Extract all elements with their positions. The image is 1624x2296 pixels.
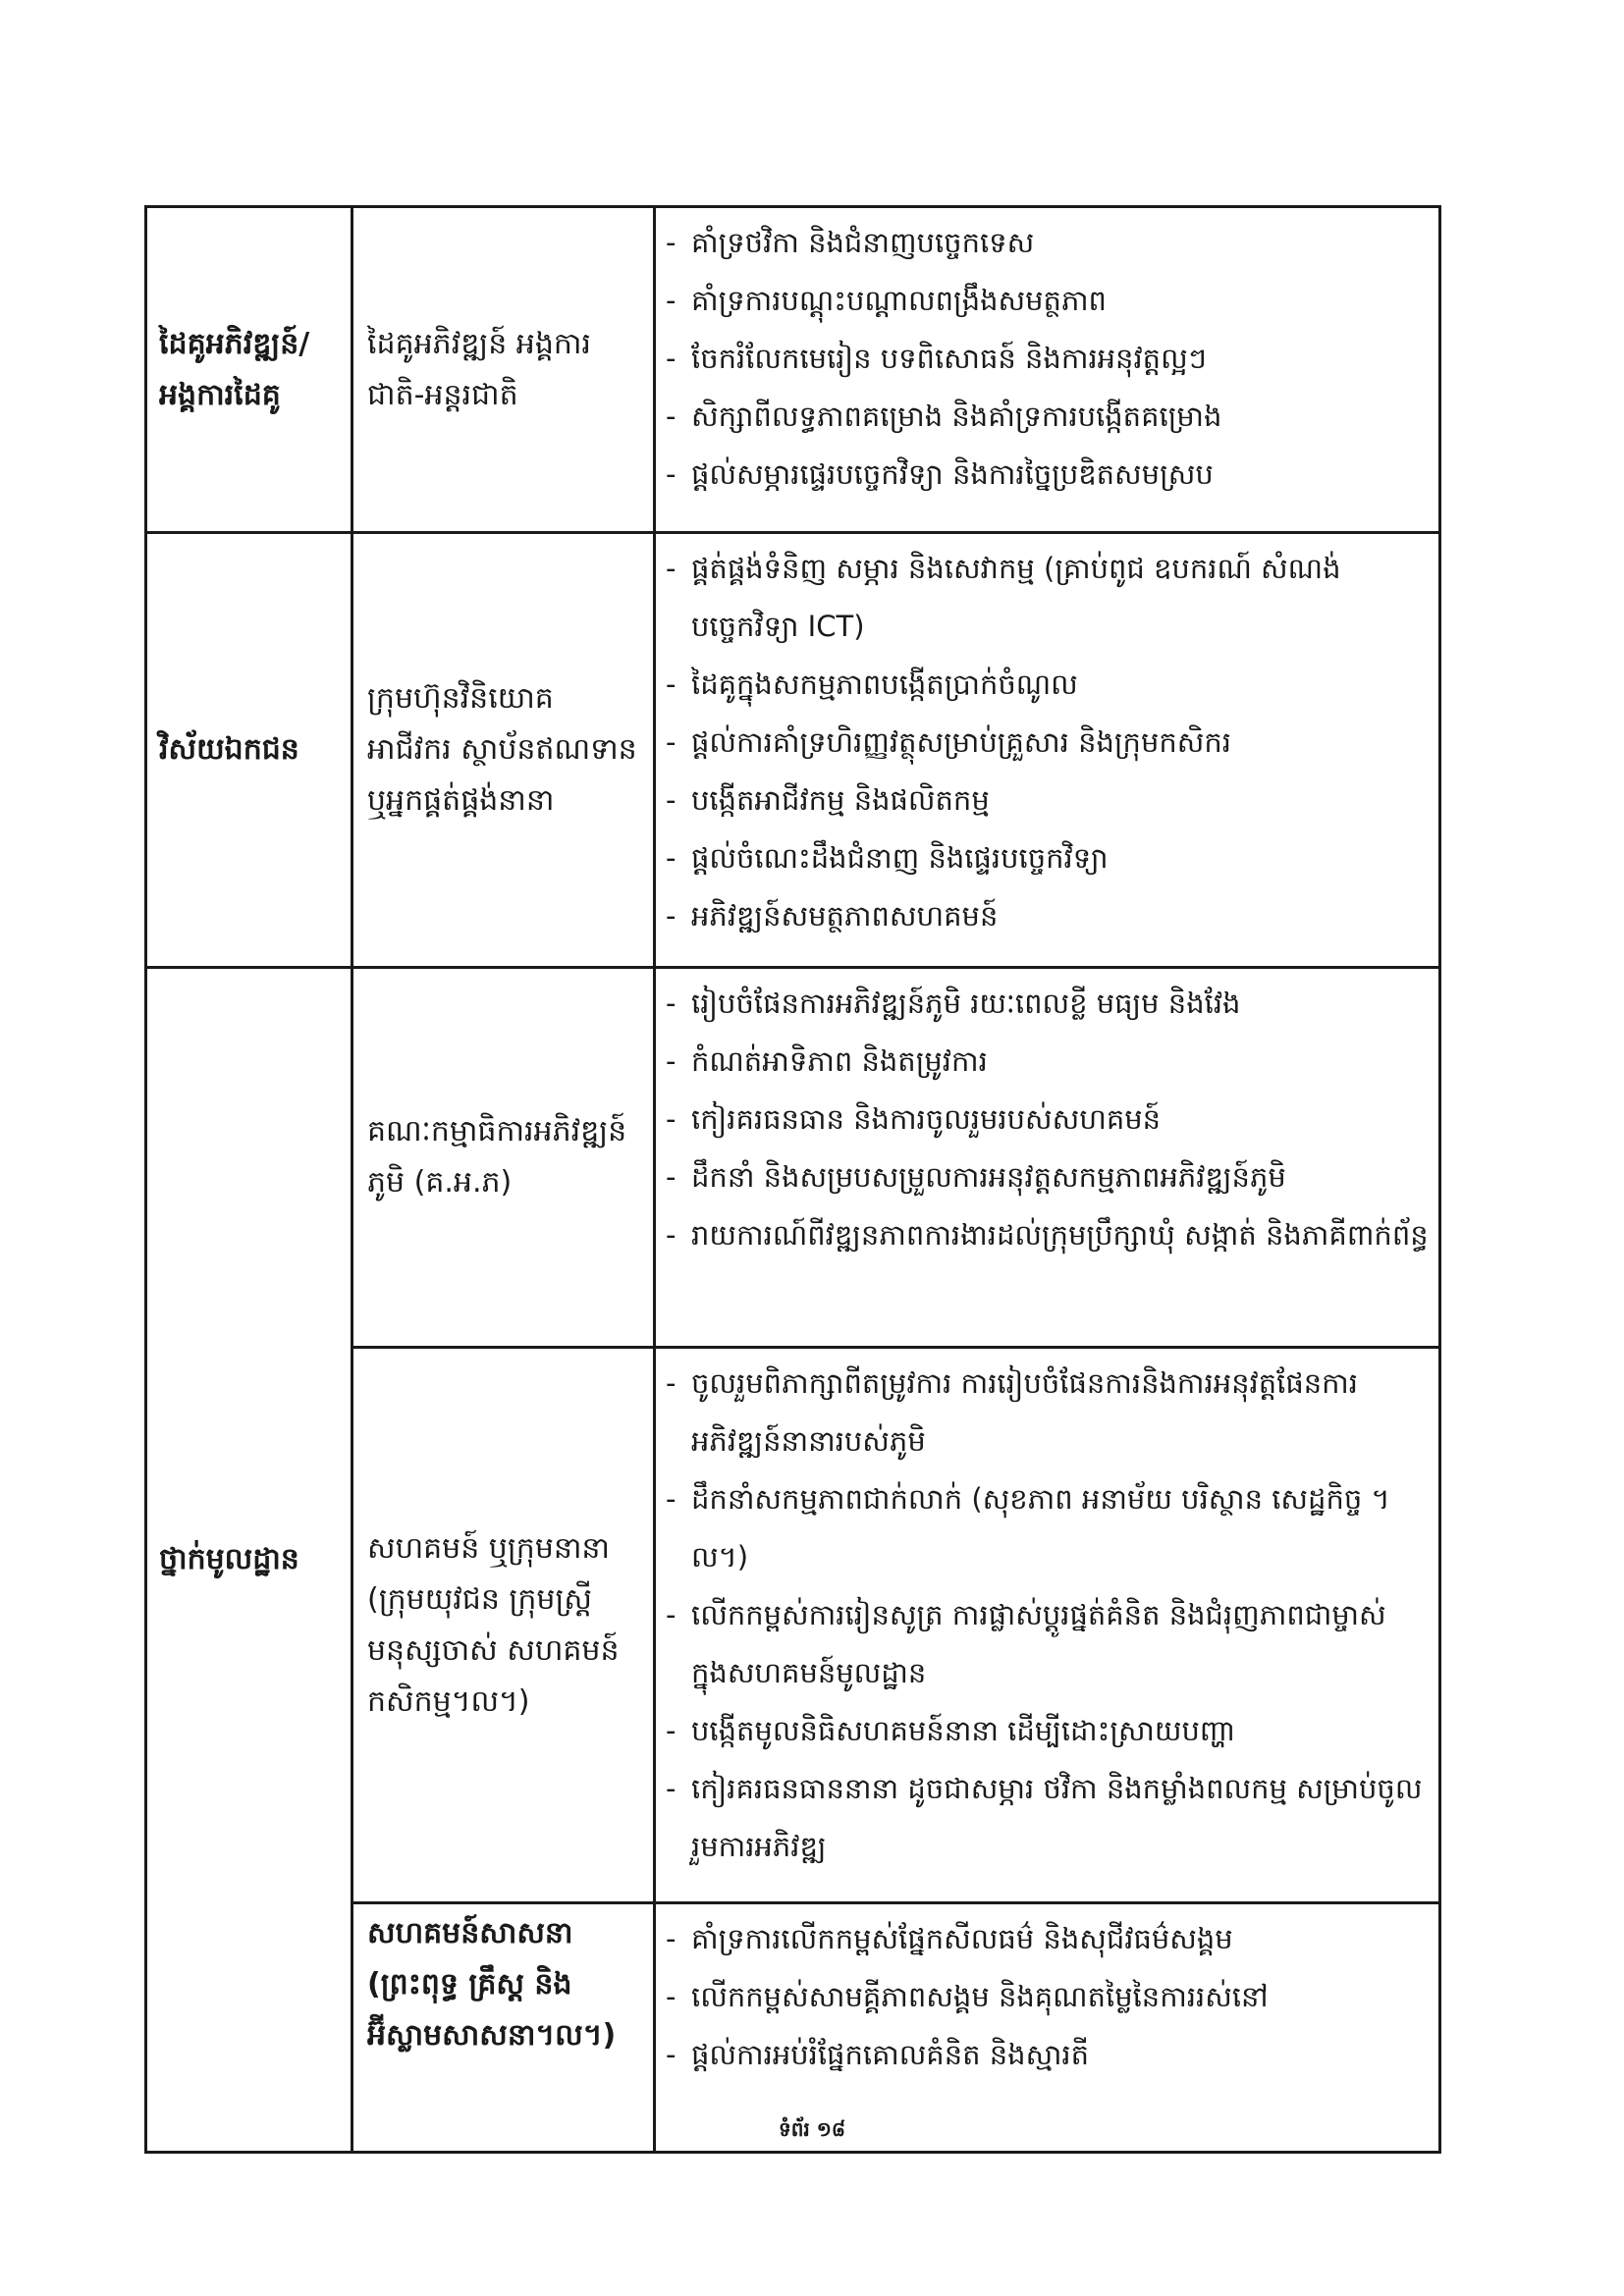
actor-cell: គណៈកម្មាធិការអភិវឌ្ឍន៍ភូមិ (គ.អ.ភ) — [352, 968, 655, 1348]
list-item: - បង្កើតអាជីវកម្ម និងផលិតកម្ម — [666, 772, 1429, 829]
dash-bullet: - — [666, 457, 677, 491]
actor-cell: សហគមន៍ ឬក្រុមនានា (ក្រុមយុវជន ក្រុមស្ត្រី មនុស្សចាស់ សហគមន៍កសិកម្ម។ល។) — [352, 1348, 655, 1903]
roles-cell — [655, 1903, 1440, 2153]
dash-bullet: - — [666, 1772, 677, 1805]
dash-bullet: - — [666, 1366, 677, 1400]
list-item: - ផ្តល់ការអប់រំផ្នែកគោលគំនិត និងស្មារតី — [666, 2026, 1429, 2084]
list-item: - ចូលរួមពិភាក្សាពីតម្រូវការ ការរៀបចំផែនការនិងការអនុវត្តផែនការអភិវឌ្ឍន៍នានារបស់ភូមិ — [666, 1355, 1429, 1470]
list-item: - រាយការណ៍ពីវឌ្ឍនភាពការងារដល់ក្រុមប្រឹក្សាឃុំ សង្កាត់ និងភាគីពាក់ព័ន្ធ — [666, 1206, 1429, 1264]
list-item: - កៀរគរធនធាននានា ដូចជាសម្ភារ ថវិកា និងកម្លាំងពលកម្ម សម្រាប់ចូលរួមការអភិវឌ្ឍ — [666, 1760, 1429, 1876]
roles-cell — [655, 1348, 1440, 1903]
roles-list — [666, 1910, 1429, 2084]
list-item: - គាំទ្រថវិកា និងជំនាញបច្ចេកទេស — [666, 214, 1429, 272]
list-item: - កំណត់អាទិភាព និងតម្រូវការ — [666, 1033, 1429, 1091]
dash-bullet: - — [666, 284, 677, 317]
list-item: - ដឹកនាំសកម្មភាពជាក់លាក់ (សុខភាព អនាម័យ បរិស្ថាន សេដ្ឋកិច្ច ។ល។) — [666, 1470, 1429, 1586]
dash-bullet: - — [666, 1482, 677, 1516]
roles-cell — [655, 968, 1440, 1348]
list-item: - កៀរគរធនធាន និងការចូលរួមរបស់សហគមន៍ — [666, 1091, 1429, 1148]
category-cell: វិស័យឯកជន — [146, 533, 352, 968]
roles-list — [666, 540, 1429, 945]
dash-bullet: - — [666, 1714, 677, 1747]
list-item: - ដៃគូក្នុងសកម្មភាពបង្កើតប្រាក់ចំណូល — [666, 656, 1429, 714]
table-row — [146, 533, 1440, 968]
list-item: - ផ្គត់ផ្គង់ទំនិញ សម្ភារ និងសេវាកម្ម (គ្រាប់ពូជ ឧបករណ៍ សំណង់ បច្ចេកវិទ្យា ICT) — [666, 540, 1429, 656]
dash-bullet: - — [666, 1218, 677, 1252]
dash-bullet: - — [666, 1102, 677, 1136]
dash-bullet: - — [666, 1980, 677, 2013]
dash-bullet: - — [666, 1044, 677, 1078]
dash-bullet: - — [666, 1598, 677, 1631]
list-item: - សិក្សាពីលទ្ធភាពគម្រោង និងគាំទ្រការបង្កើតគម្រោង — [666, 388, 1429, 446]
dash-bullet: - — [666, 725, 677, 759]
list-item: - គាំទ្រការបណ្តុះបណ្តាលពង្រឹងសមត្ថភាព — [666, 272, 1429, 330]
table-row — [146, 207, 1440, 533]
dash-bullet: - — [666, 987, 677, 1020]
list-item: - ផ្តល់ចំណេះដឹងជំនាញ និងផ្ទេរបច្ចេកវិទ្យា — [666, 829, 1429, 887]
dash-bullet: - — [666, 226, 677, 259]
list-item: - អភិវឌ្ឍន៍សមត្ថភាពសហគមន៍ — [666, 887, 1429, 945]
list-item: - ផ្តល់សម្ភារផ្ទេរបច្ចេកវិទ្យា និងការច្នៃប្រឌិតសមស្រប — [666, 446, 1429, 504]
category-cell: ដៃគូអភិវឌ្ឍន៍/ អង្គការដៃគូ — [146, 207, 352, 533]
list-item: - ដឹកនាំ និងសម្របសម្រួលការអនុវត្តសកម្មភាពអភិវឌ្ឍន៍ភូមិ — [666, 1148, 1429, 1206]
category-cell: ថ្នាក់មូលដ្ឋាន — [146, 968, 352, 2153]
roles-list — [666, 214, 1429, 504]
roles-cell — [655, 533, 1440, 968]
roles-list — [666, 1355, 1429, 1876]
dash-bullet: - — [666, 667, 677, 701]
stakeholder-roles-table — [144, 205, 1441, 2154]
dash-bullet: - — [666, 1160, 677, 1194]
dash-bullet: - — [666, 342, 677, 375]
dash-bullet: - — [666, 400, 677, 433]
roles-cell — [655, 207, 1440, 533]
dash-bullet: - — [666, 552, 677, 585]
actor-cell: ក្រុមហ៊ុនវិនិយោគ អាជីវករ ស្ថាប័នឥណទាន ឬអ្នកផ្គត់ផ្គង់នានា — [352, 533, 655, 968]
roles-list — [666, 975, 1429, 1264]
dash-bullet: - — [666, 783, 677, 817]
list-item: - គាំទ្រការលើកកម្ពស់ផ្នែកសីលធម៌ និងសុជីវធម៌សង្គម — [666, 1910, 1429, 1968]
dash-bullet: - — [666, 1922, 677, 1955]
table-row — [146, 968, 1440, 1348]
dash-bullet: - — [666, 841, 677, 875]
list-item: - លើកកម្ពស់ការរៀនសូត្រ ការផ្លាស់ប្តូរផ្នត់គំនិត និងជំរុញភាពជាម្ចាស់ក្នុងសហគមន៍មូលដ្ឋាន — [666, 1586, 1429, 1702]
dash-bullet: - — [666, 899, 677, 933]
dash-bullet: - — [666, 2038, 677, 2071]
list-item: - លើកកម្ពស់សាមគ្គីភាពសង្គម និងគុណតម្លៃនៃការរស់នៅ — [666, 1968, 1429, 2026]
actor-cell: ដៃគូអភិវឌ្ឍន៍ អង្គការជាតិ-អន្តរជាតិ — [352, 207, 655, 533]
actor-cell: សហគមន៍សាសនា (ព្រះពុទ្ធ គ្រឹស្ត និង អ៊ីស្លាមសាសនា។ល។) — [352, 1903, 655, 2153]
list-item: - ផ្តល់ការគាំទ្រហិរញ្ញវត្ថុសម្រាប់គ្រួសារ និងក្រុមកសិករ — [666, 714, 1429, 772]
list-item: - បង្កើតមូលនិធិសហគមន៍នានា ដើម្បីដោះស្រាយបញ្ហា — [666, 1702, 1429, 1760]
list-item: - រៀបចំផែនការអភិវឌ្ឍន៍ភូមិ រយៈពេលខ្លី មធ្យម និងវែង — [666, 975, 1429, 1033]
list-item: - ចែករំលែកមេរៀន បទពិសោធន៍ និងការអនុវត្តល្អៗ — [666, 330, 1429, 388]
page-number: ទំព័រ ១៨ — [779, 2117, 845, 2141]
